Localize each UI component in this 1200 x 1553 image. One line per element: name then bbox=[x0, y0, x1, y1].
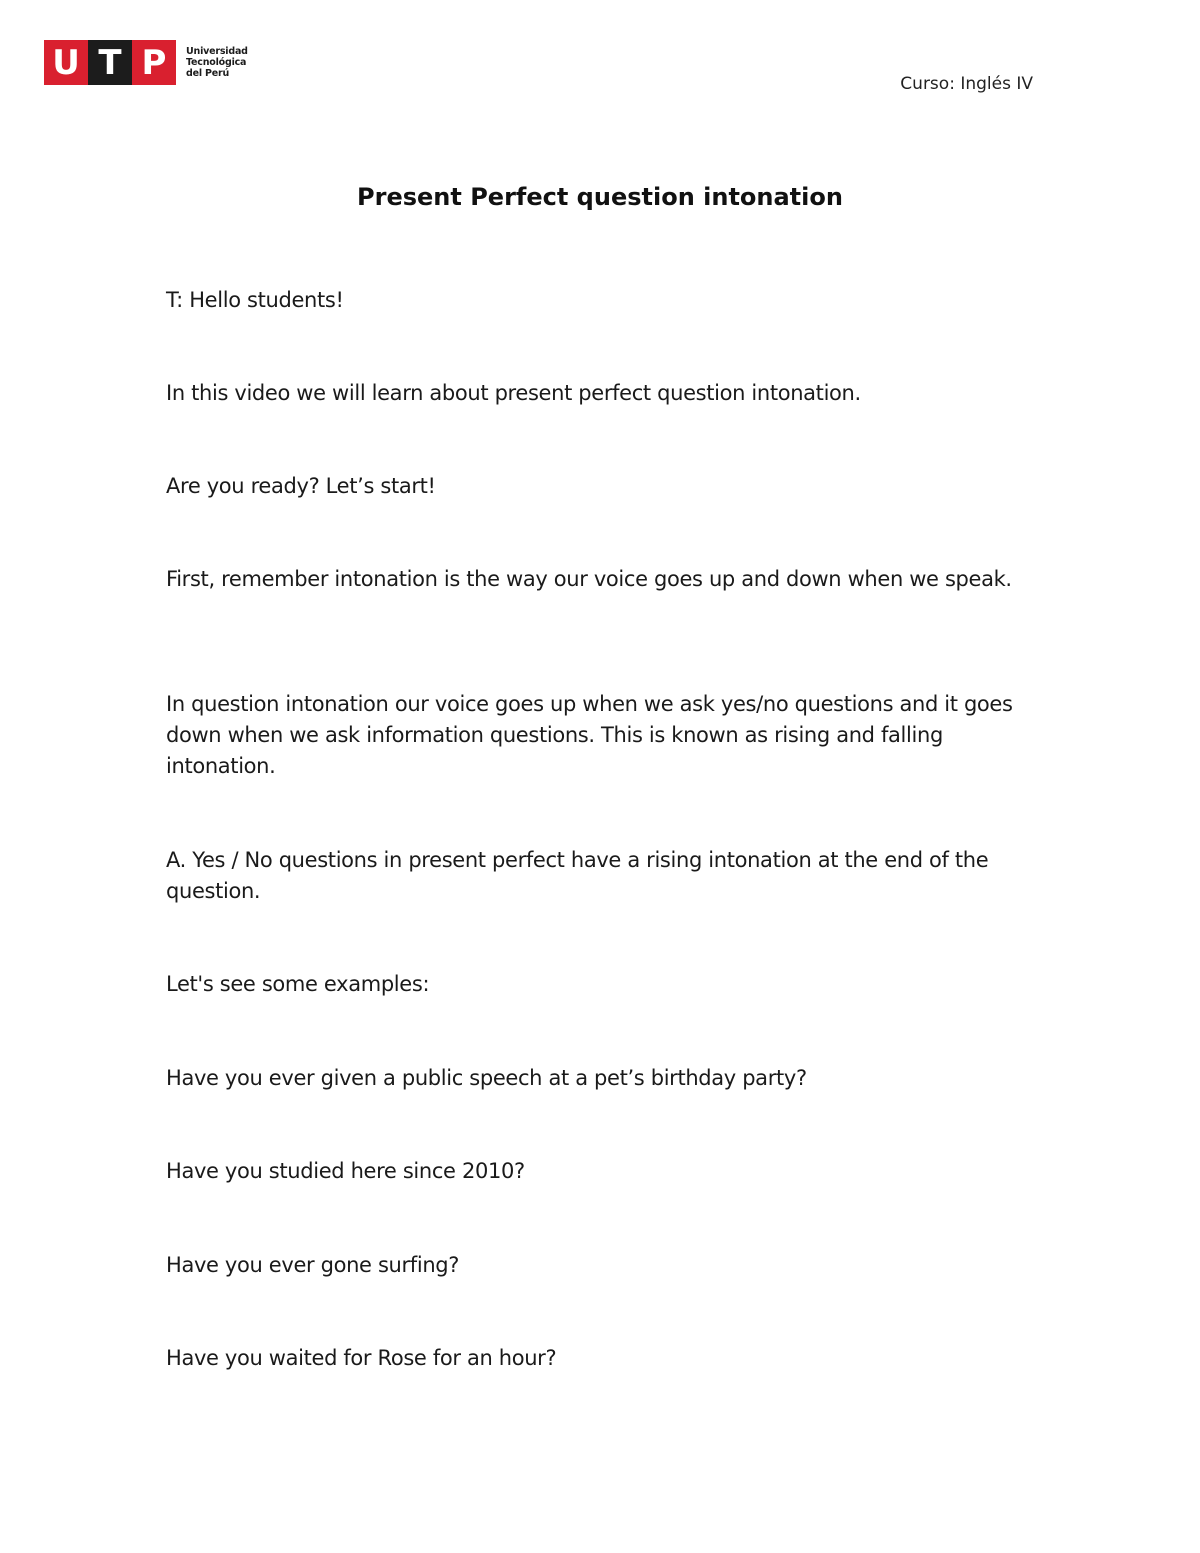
paragraph-ready: Are you ready? Let’s start! bbox=[166, 474, 436, 498]
example-question-4: Have you waited for Rose for an hour? bbox=[166, 1346, 557, 1370]
example-question-3: Have you ever gone surfing? bbox=[166, 1253, 460, 1277]
paragraph-yes-no-rule: A. Yes / No questions in present perfect have a rising intonation at the end of the question. bbox=[166, 848, 989, 903]
paragraph-intonation-definition: First, remember intonation is the way our voice goes up and down when we speak. bbox=[166, 567, 1012, 591]
example-question-2: Have you studied here since 2010? bbox=[166, 1159, 525, 1183]
logo-letter-t: T bbox=[88, 40, 132, 85]
course-label: Curso: Inglés IV bbox=[900, 74, 1033, 94]
logo-line-3: del Perú bbox=[186, 68, 230, 79]
logo-line-2: Tecnológica bbox=[186, 57, 247, 68]
logo-letter-u: U bbox=[44, 40, 88, 85]
logo-line-1: Universidad bbox=[186, 46, 248, 57]
paragraph-examples-intro: Let's see some examples: bbox=[166, 972, 430, 996]
paragraph-greeting: T: Hello students! bbox=[166, 288, 344, 312]
paragraph-intro: In this video we will learn about present perfect question intonation. bbox=[166, 381, 861, 405]
page-title: Present Perfect question intonation bbox=[357, 183, 843, 211]
example-question-1: Have you ever given a public speech at a pet’s birthday party? bbox=[166, 1066, 807, 1090]
utp-logo bbox=[44, 40, 248, 85]
utp-logo-mark bbox=[44, 40, 176, 85]
paragraph-question-intonation: In question intonation our voice goes up when we ask yes/no questions and it goes down when we ask information questions. This is known as rising and falling intonation. bbox=[166, 692, 1013, 778]
logo-wordmark bbox=[186, 46, 248, 79]
logo-letter-p: P bbox=[132, 40, 176, 85]
